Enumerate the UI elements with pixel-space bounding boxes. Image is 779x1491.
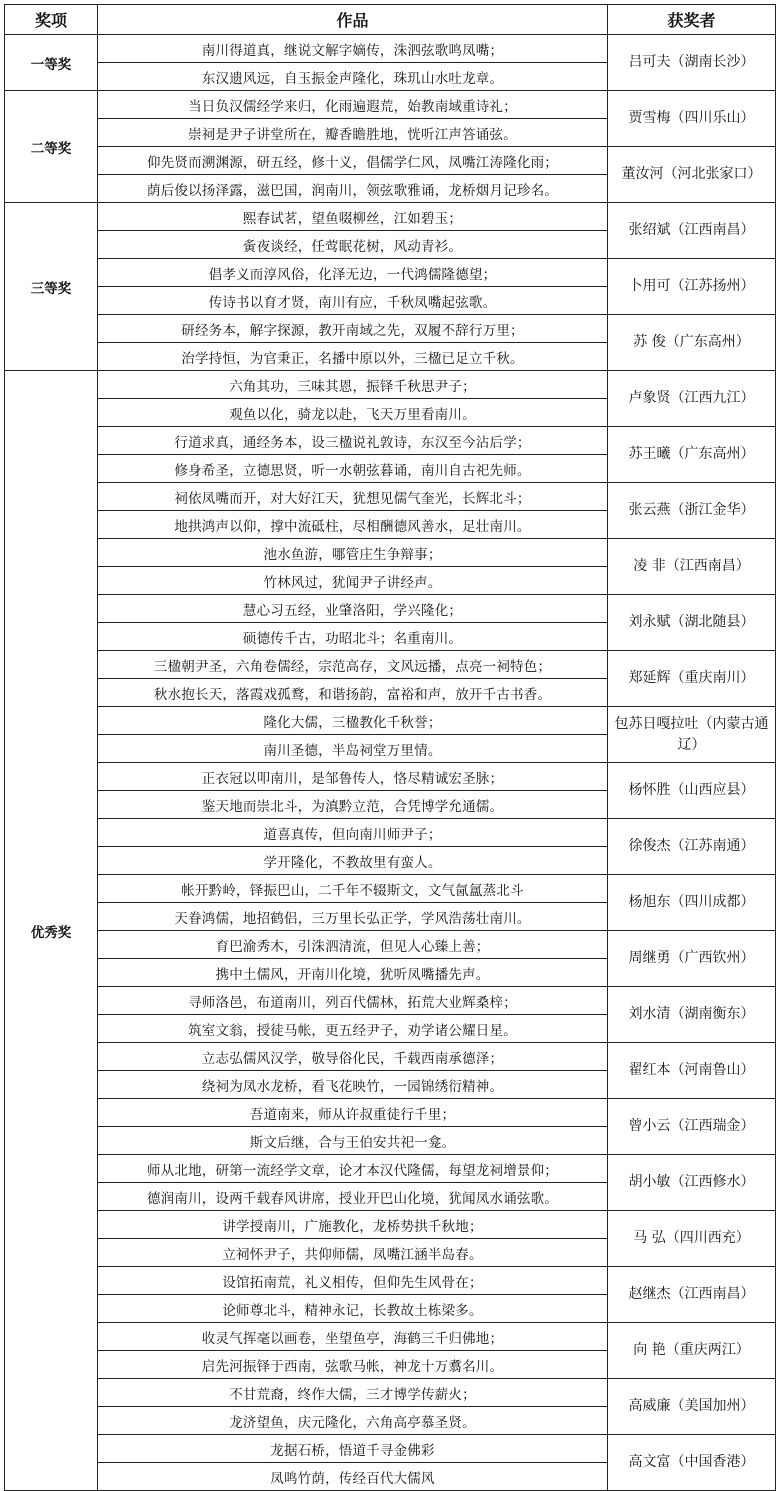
couplet-line: 龙据石桥，悟道千寻金佛彩 bbox=[98, 1435, 608, 1463]
winner-cell: 卜用可（江苏扬州） bbox=[608, 259, 776, 315]
couplet-line: 凤鸣竹荫，传经百代大儒风 bbox=[98, 1463, 608, 1491]
couplet-line: 吾道南来，师从许叔重徒行千里； bbox=[98, 1099, 608, 1127]
couplet-line: 夤夜谈经，任莺眠花树，风动青衫。 bbox=[98, 231, 608, 259]
table-row bbox=[5, 1323, 776, 1351]
couplet-line: 传诗书以育才贤，南川有应，千秋凤嘴起弦歌。 bbox=[98, 287, 608, 315]
winner-cell: 高文富（中国香港） bbox=[608, 1435, 776, 1491]
couplet-line: 池水鱼游，哪管庄生争辩事； bbox=[98, 539, 608, 567]
couplet-line: 东汉遗风远，自玉振金声隆化，珠玑山水吐龙章。 bbox=[98, 63, 608, 91]
couplet-line: 观鱼以化，骑龙以赴，飞天万里看南川。 bbox=[98, 399, 608, 427]
table-row bbox=[5, 875, 776, 903]
winner-cell: 杨怀胜（山西应县） bbox=[608, 763, 776, 819]
winner-cell: 杨旭东（四川成都） bbox=[608, 875, 776, 931]
couplet-line: 筑室文翁，授徒马帐，更五经尹子，劝学诸公耀日星。 bbox=[98, 1015, 608, 1043]
table-row bbox=[5, 1267, 776, 1295]
winner-cell: 凌 非（江西南昌） bbox=[608, 539, 776, 595]
winner-cell: 董汝河（河北张家口） bbox=[608, 147, 776, 203]
couplet-line: 立志弘儒风汉学，敬导俗化民，千载西南承德泽； bbox=[98, 1043, 608, 1071]
couplet-line: 六角其功，三味其恩，振铎千秋思尹子； bbox=[98, 371, 608, 399]
winner-cell: 吕可夫（湖南长沙） bbox=[608, 35, 776, 91]
awards-table bbox=[4, 4, 776, 1491]
couplet-line: 研经务本，解字探源，教开南域之先，双履不辞行万里； bbox=[98, 315, 608, 343]
awards-body bbox=[5, 35, 776, 1491]
winner-cell: 徐俊杰（江苏南通） bbox=[608, 819, 776, 875]
couplet-line: 倡孝义而淳风俗，化泽无边，一代鸿儒隆德望； bbox=[98, 259, 608, 287]
table-row bbox=[5, 371, 776, 399]
couplet-line: 地拱鸿声以仰，撑中流砥柱，尽相酬德风善水，足壮南川。 bbox=[98, 511, 608, 539]
table-row bbox=[5, 1099, 776, 1127]
couplet-line: 祠依凤嘴而开，对大好江天，犹想见儒气奎光，长辉北斗； bbox=[98, 483, 608, 511]
couplet-line: 仰先贤而溯渊源，研五经，修十义，倡儒学仁风，凤嘴江涛隆化雨； bbox=[98, 147, 608, 175]
couplet-line: 天眷鸿儒，地招鹤侣，三万里长弘正学，学风浩荡壮南川。 bbox=[98, 903, 608, 931]
couplet-line: 崇祠是尹子讲堂所在，瓣香瞻胜地，恍听江声答诵弦。 bbox=[98, 119, 608, 147]
table-row bbox=[5, 1211, 776, 1239]
couplet-line: 南川圣德，半岛祠堂万里情。 bbox=[98, 735, 608, 763]
couplet-line: 学开隆化，不教故里有蛮人。 bbox=[98, 847, 608, 875]
couplet-line: 师从北地，研第一流经学文章，论才本汉代隆儒，每望龙祠增景仰； bbox=[98, 1155, 608, 1183]
couplet-line: 论师尊北斗，精神永记，长教故土栋梁多。 bbox=[98, 1295, 608, 1323]
couplet-line: 启先河振铎于西南，弦歌马帐，神龙十万翥名川。 bbox=[98, 1351, 608, 1379]
prize-cell: 二等奖 bbox=[5, 91, 98, 203]
table-row bbox=[5, 91, 776, 119]
winner-cell: 张绍斌（江西南昌） bbox=[608, 203, 776, 259]
couplet-line: 行道求真，通经务本，设三楹说礼敦诗，东汉至今沾后学； bbox=[98, 427, 608, 455]
winner-cell: 马 弘（四川西充） bbox=[608, 1211, 776, 1267]
winner-cell: 苏王曦（广东高州） bbox=[608, 427, 776, 483]
couplet-line: 竹林风过，犹闻尹子讲经声。 bbox=[98, 567, 608, 595]
couplet-line: 龙济望鱼，庆元隆化，六角高亭慕圣贤。 bbox=[98, 1407, 608, 1435]
couplet-line: 德润南川，设两千载春风讲席，授业开巴山化境，犹闻凤水诵弦歌。 bbox=[98, 1183, 608, 1211]
table-row bbox=[5, 259, 776, 287]
couplet-line: 斯文后继，合与王伯安共祀一龛。 bbox=[98, 1127, 608, 1155]
table-row bbox=[5, 35, 776, 63]
header-prize: 奖项 bbox=[5, 5, 98, 35]
winner-cell: 向 艳（重庆两江） bbox=[608, 1323, 776, 1379]
couplet-line: 硕德传千古，功昭北斗；名重南川。 bbox=[98, 623, 608, 651]
couplet-line: 育巴渝秀木，引洙泗清流，但见人心臻上善； bbox=[98, 931, 608, 959]
couplet-line: 帐开黔岭，铎振巴山，二千年不辍斯文，文气氤氲蒸北斗 bbox=[98, 875, 608, 903]
winner-cell: 张云燕（浙江金华） bbox=[608, 483, 776, 539]
table-row bbox=[5, 931, 776, 959]
table-row bbox=[5, 707, 776, 735]
table-row bbox=[5, 483, 776, 511]
winner-cell: 郑延辉（重庆南川） bbox=[608, 651, 776, 707]
couplet-line: 立祠怀尹子，共仰师儒，凤嘴江涵半岛春。 bbox=[98, 1239, 608, 1267]
table-row bbox=[5, 1435, 776, 1463]
couplet-line: 当日负汉儒经学来归，化雨遍遐荒，始教南域重诗礼； bbox=[98, 91, 608, 119]
winner-cell: 刘永赋（湖北随县） bbox=[608, 595, 776, 651]
winner-cell: 刘水清（湖南衡东） bbox=[608, 987, 776, 1043]
winner-cell: 苏 俊（广东高州） bbox=[608, 315, 776, 371]
table-row bbox=[5, 203, 776, 231]
table-row bbox=[5, 819, 776, 847]
winner-cell: 周继勇（广西钦州） bbox=[608, 931, 776, 987]
couplet-line: 隆化大儒，三楹教化千秋誉； bbox=[98, 707, 608, 735]
prize-cell: 优秀奖 bbox=[5, 371, 98, 1491]
winner-cell: 卢象贤（江西九江） bbox=[608, 371, 776, 427]
winner-cell: 赵继杰（江西南昌） bbox=[608, 1267, 776, 1323]
prize-cell: 一等奖 bbox=[5, 35, 98, 91]
table-row bbox=[5, 651, 776, 679]
header-winner: 获奖者 bbox=[608, 5, 776, 35]
couplet-line: 三楹朝尹圣，六角卷儒经，宗范高存，文风远播，点亮一祠特色； bbox=[98, 651, 608, 679]
header-work: 作品 bbox=[98, 5, 608, 35]
table-row bbox=[5, 315, 776, 343]
couplet-line: 不甘荒裔，终作大儒，三才博学传薪火； bbox=[98, 1379, 608, 1407]
couplet-line: 荫后俊以扬泽露，滋巴国，润南川，领弦歌雅诵，龙桥烟月记珍名。 bbox=[98, 175, 608, 203]
couplet-line: 寻师洛邑，布道南川，列百代儒林，拓荒大业辉桑梓； bbox=[98, 987, 608, 1015]
couplet-line: 讲学授南川，广施教化，龙桥势拱千秋地； bbox=[98, 1211, 608, 1239]
table-row bbox=[5, 763, 776, 791]
couplet-line: 秋水抱长天，落霞戏孤鹜，和谐扬韵，富裕和声，放开千古书香。 bbox=[98, 679, 608, 707]
couplet-line: 慧心习五经，业肇洛阳，学兴隆化； bbox=[98, 595, 608, 623]
table-row bbox=[5, 539, 776, 567]
table-row bbox=[5, 595, 776, 623]
table-row bbox=[5, 427, 776, 455]
couplet-line: 设馆拓南荒，礼义相传，但仰先生风骨在； bbox=[98, 1267, 608, 1295]
couplet-line: 熙春试茗，望鱼啜柳丝，江如碧玉； bbox=[98, 203, 608, 231]
winner-cell: 曾小云（江西瑞金） bbox=[608, 1099, 776, 1155]
couplet-line: 治学持恒，为官秉正，名播中原以外，三楹已足立千秋。 bbox=[98, 343, 608, 371]
header-row bbox=[5, 5, 776, 35]
couplet-line: 道喜真传，但向南川师尹子； bbox=[98, 819, 608, 847]
winner-cell: 高威廉（美国加州） bbox=[608, 1379, 776, 1435]
couplet-line: 携中土儒风，开南川化境，犹听凤嘴播先声。 bbox=[98, 959, 608, 987]
table-row bbox=[5, 147, 776, 175]
couplet-line: 绕祠为凤水龙桥，看飞花映竹，一园锦绣衍精神。 bbox=[98, 1071, 608, 1099]
couplet-line: 鉴天地而崇北斗，为滇黔立范，合凭博学允通儒。 bbox=[98, 791, 608, 819]
table-row bbox=[5, 1043, 776, 1071]
prize-cell: 三等奖 bbox=[5, 203, 98, 371]
winner-cell: 贾雪梅（四川乐山） bbox=[608, 91, 776, 147]
table-row bbox=[5, 1379, 776, 1407]
winner-cell: 包苏日嘎拉吐（内蒙古通辽） bbox=[608, 707, 776, 763]
table-row bbox=[5, 987, 776, 1015]
table-row bbox=[5, 1155, 776, 1183]
couplet-line: 收灵气挥毫以画卷，坐望鱼亭，海鹤三千归佛地； bbox=[98, 1323, 608, 1351]
couplet-line: 正衣冠以叩南川，是邹鲁传人，恪尽精诚宏圣脉； bbox=[98, 763, 608, 791]
winner-cell: 胡小敏（江西修水） bbox=[608, 1155, 776, 1211]
couplet-line: 南川得道真，继说文解字嫡传，洙泗弦歌鸣凤嘴； bbox=[98, 35, 608, 63]
couplet-line: 修身希圣，立德思贤，听一水朝弦暮诵，南川自古祀先师。 bbox=[98, 455, 608, 483]
winner-cell: 翟红本（河南鲁山） bbox=[608, 1043, 776, 1099]
